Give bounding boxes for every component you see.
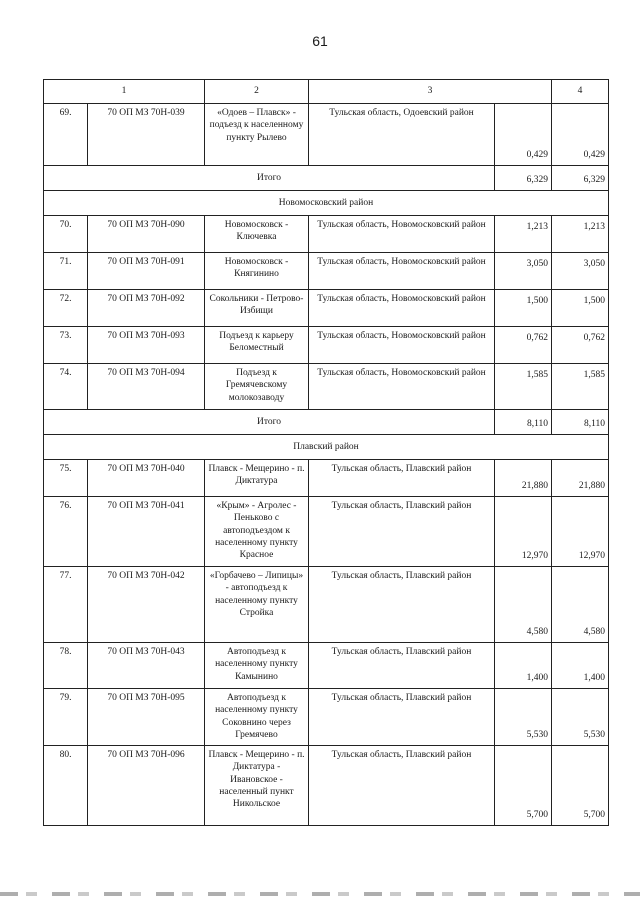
total-value-2: 6,329 [552, 166, 609, 191]
road-region: Тульская область, Плавский район [309, 746, 495, 826]
road-name: Сокольники - Петрово-Избищи [205, 290, 309, 327]
table-row [44, 104, 609, 166]
row-number: 75. [44, 460, 88, 497]
roads-table-body [44, 80, 609, 826]
road-code: 70 ОП МЗ 70Н-041 [88, 497, 205, 567]
length-total-value: 0,429 [552, 104, 609, 166]
length-value: 1,500 [495, 290, 552, 327]
road-code: 70 ОП МЗ 70Н-040 [88, 460, 205, 497]
total-label: Итого [44, 410, 495, 435]
road-code: 70 ОП МЗ 70Н-090 [88, 216, 205, 253]
row-number: 74. [44, 364, 88, 410]
row-number: 76. [44, 497, 88, 567]
road-name: Новомосковск - Ключевка [205, 216, 309, 253]
table-row [44, 643, 609, 689]
road-code: 70 ОП МЗ 70Н-094 [88, 364, 205, 410]
length-total-value: 0,762 [552, 327, 609, 364]
header-col-2: 2 [205, 80, 309, 104]
length-value: 3,050 [495, 253, 552, 290]
length-value: 1,585 [495, 364, 552, 410]
roads-table [43, 79, 609, 826]
header-col-1: 1 [44, 80, 205, 104]
road-name: Подъезд к карьеру Беломестный [205, 327, 309, 364]
length-value: 1,213 [495, 216, 552, 253]
table-row [44, 746, 609, 826]
length-total-value: 21,880 [552, 460, 609, 497]
district-row [44, 435, 609, 460]
district-row [44, 191, 609, 216]
length-total-value: 1,585 [552, 364, 609, 410]
road-name: Новомосковск - Княгинино [205, 253, 309, 290]
table-row [44, 327, 609, 364]
table-row [44, 364, 609, 410]
road-region: Тульская область, Плавский район [309, 460, 495, 497]
road-region: Тульская область, Новомосковский район [309, 327, 495, 364]
table-row [44, 253, 609, 290]
table-row [44, 689, 609, 746]
road-name: Плавск - Мещерино - п. Диктатура - Ивановское - населенный пункт Никольское [205, 746, 309, 826]
road-name: «Горбачево – Липицы» - автоподъезд к населенному пункту Стройка [205, 567, 309, 643]
table-row [44, 497, 609, 567]
road-name: Автоподъезд к населенному пункту Соковнино через Гремячево [205, 689, 309, 746]
length-total-value: 1,213 [552, 216, 609, 253]
road-code: 70 ОП МЗ 70Н-091 [88, 253, 205, 290]
header-col-3: 3 [309, 80, 552, 104]
road-code: 70 ОП МЗ 70Н-096 [88, 746, 205, 826]
length-total-value: 5,530 [552, 689, 609, 746]
row-number: 78. [44, 643, 88, 689]
table-row [44, 216, 609, 253]
road-code: 70 ОП МЗ 70Н-042 [88, 567, 205, 643]
road-name: Подъезд к Гремячевскому молокозаводу [205, 364, 309, 410]
road-name: «Крым» - Агролес - Пеньково с автоподъездом к населенному пункту Красное [205, 497, 309, 567]
total-value: 6,329 [495, 166, 552, 191]
row-number: 69. [44, 104, 88, 166]
length-value: 0,429 [495, 104, 552, 166]
road-region: Тульская область, Новомосковский район [309, 364, 495, 410]
road-region: Тульская область, Плавский район [309, 689, 495, 746]
row-number: 73. [44, 327, 88, 364]
district-heading: Плавский район [44, 435, 609, 460]
table-header-row [44, 80, 609, 104]
row-number: 77. [44, 567, 88, 643]
table-row [44, 290, 609, 327]
road-region: Тульская область, Плавский район [309, 497, 495, 567]
road-code: 70 ОП МЗ 70Н-093 [88, 327, 205, 364]
row-number: 80. [44, 746, 88, 826]
table-row [44, 460, 609, 497]
length-value: 1,400 [495, 643, 552, 689]
length-total-value: 1,500 [552, 290, 609, 327]
row-number: 72. [44, 290, 88, 327]
length-total-value: 5,700 [552, 746, 609, 826]
row-number: 79. [44, 689, 88, 746]
road-region: Тульская область, Плавский район [309, 567, 495, 643]
length-value: 5,700 [495, 746, 552, 826]
row-number: 71. [44, 253, 88, 290]
page-number: 61 [312, 33, 328, 49]
road-code: 70 ОП МЗ 70Н-039 [88, 104, 205, 166]
road-code: 70 ОП МЗ 70Н-043 [88, 643, 205, 689]
district-heading: Новомосковский район [44, 191, 609, 216]
row-number: 70. [44, 216, 88, 253]
total-label: Итого [44, 166, 495, 191]
road-name: Плавск - Мещерино - п. Диктатура [205, 460, 309, 497]
road-region: Тульская область, Одоевский район [309, 104, 495, 166]
total-row [44, 166, 609, 191]
length-total-value: 12,970 [552, 497, 609, 567]
length-total-value: 4,580 [552, 567, 609, 643]
road-code: 70 ОП МЗ 70Н-092 [88, 290, 205, 327]
road-name: «Одоев – Плавск» - подъезд к населенному пункту Рылево [205, 104, 309, 166]
length-total-value: 1,400 [552, 643, 609, 689]
length-value: 21,880 [495, 460, 552, 497]
length-value: 0,762 [495, 327, 552, 364]
road-region: Тульская область, Новомосковский район [309, 216, 495, 253]
road-region: Тульская область, Плавский район [309, 643, 495, 689]
total-value: 8,110 [495, 410, 552, 435]
total-row [44, 410, 609, 435]
scan-edge-marks [0, 892, 640, 896]
table-row [44, 567, 609, 643]
total-value-2: 8,110 [552, 410, 609, 435]
road-code: 70 ОП МЗ 70Н-095 [88, 689, 205, 746]
length-value: 5,530 [495, 689, 552, 746]
length-value: 4,580 [495, 567, 552, 643]
length-total-value: 3,050 [552, 253, 609, 290]
road-name: Автоподъезд к населенному пункту Камынино [205, 643, 309, 689]
length-value: 12,970 [495, 497, 552, 567]
road-region: Тульская область, Новомосковский район [309, 253, 495, 290]
header-col-4: 4 [552, 80, 609, 104]
road-region: Тульская область, Новомосковский район [309, 290, 495, 327]
